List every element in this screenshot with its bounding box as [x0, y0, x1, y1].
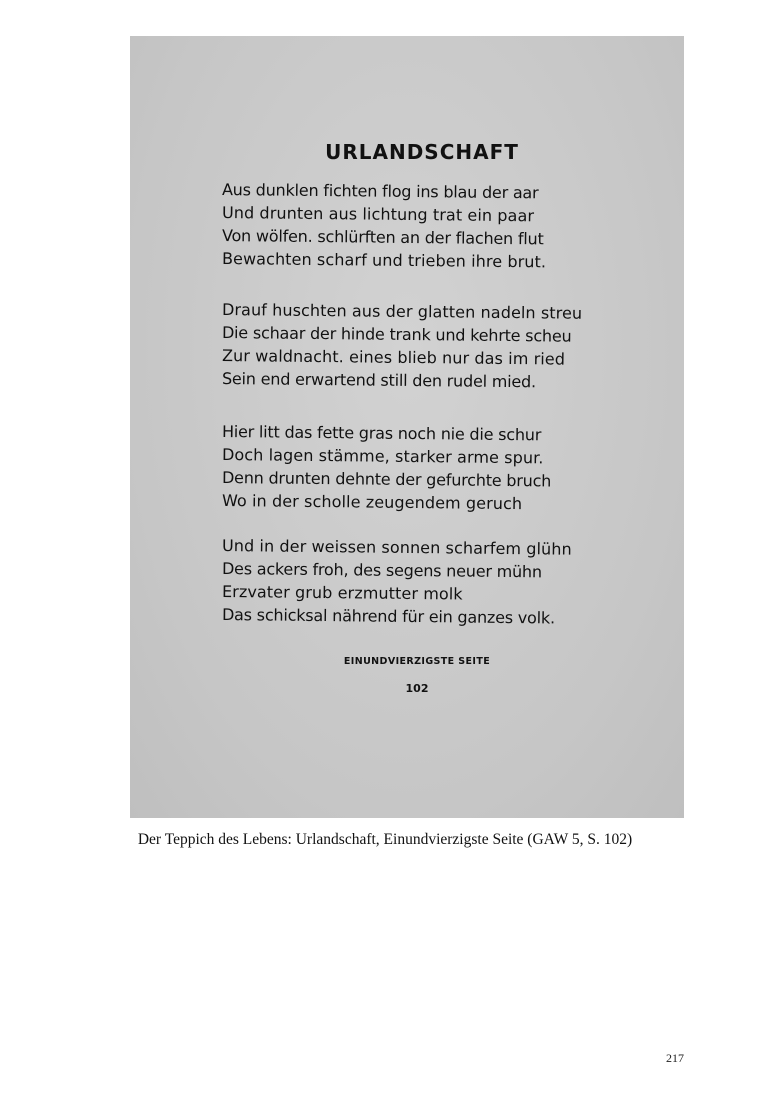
verse-line: Und in der weissen sonnen scharfem glühn — [221, 536, 572, 559]
verse-line: Die schaar der hinde trank und kehrte scheu — [221, 323, 572, 346]
verse-line: Wo in der scholle zeugendem geruch — [221, 491, 523, 514]
verse-line: Denn drunten dehnte der gefurchte bruch — [221, 468, 552, 491]
stanza-1 — [222, 178, 642, 270]
verse-line: Und drunten aus lichtung trat ein paar — [221, 203, 535, 226]
verse-line: Das schicksal nährend für ein ganzes volk. — [221, 605, 556, 628]
verse-line: Doch lagen stämme, starker arme spur. — [221, 445, 544, 468]
verse-line: Von wölfen. schlürften an der flachen flut — [221, 226, 544, 249]
verse-line: Des ackers froh, des segens neuer mühn — [221, 559, 542, 582]
stanza-3 — [222, 420, 642, 512]
facsimile-plate — [130, 36, 684, 818]
page-number: 217 — [666, 1051, 684, 1065]
verse-line: Drauf huschten aus der glatten nadeln streu — [221, 300, 583, 323]
verse-line: Bewachten scharf und trieben ihre brut. — [221, 249, 547, 272]
poem-title: URLANDSCHAFT — [325, 140, 519, 164]
plate-page-number: 102 — [405, 682, 429, 695]
verse-line: Sein end erwartend still den rudel mied. — [221, 369, 537, 392]
verse-line: Aus dunklen fichten flog ins blau der aar — [221, 180, 539, 203]
stanza-2 — [222, 298, 642, 390]
verse-line: Zur waldnacht. eines blieb nur das im ried — [221, 346, 566, 369]
stanza-4 — [222, 534, 642, 626]
verse-line: Hier litt das fette gras noch nie die schur — [221, 422, 542, 445]
section-label: EINUNDVIERZIGSTE SEITE — [343, 656, 491, 667]
verse-line: Erzvater grub erzmutter molk — [221, 582, 463, 604]
figure-caption: Der Teppich des Lebens: Urlandschaft, Einundvierzigste Seite (GAW 5, S. 102) — [137, 831, 633, 848]
